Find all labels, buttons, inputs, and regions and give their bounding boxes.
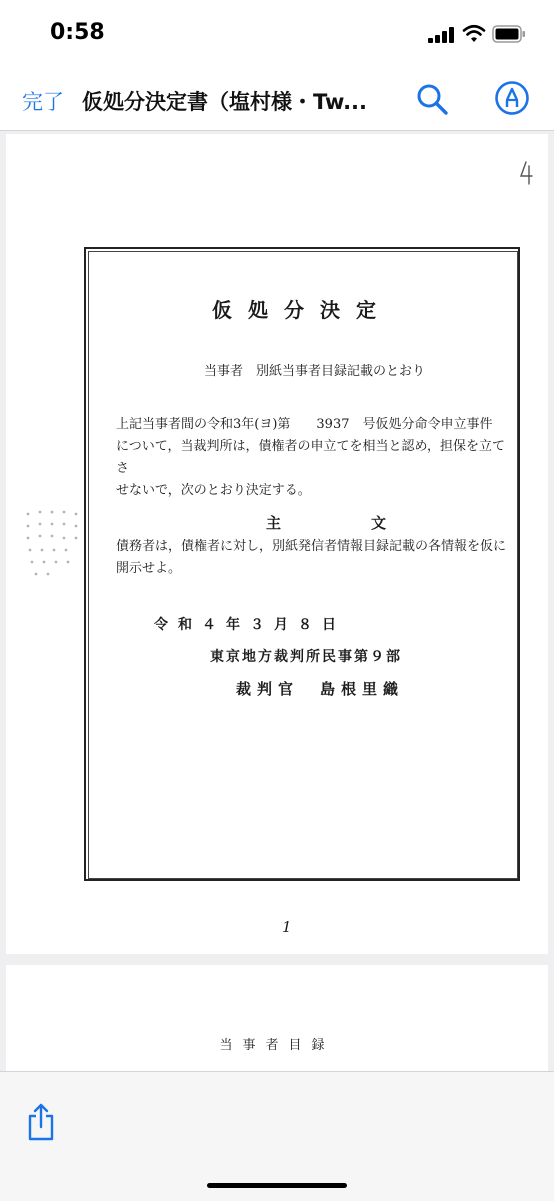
body-line: せないで，次のとおり決定する。	[116, 483, 311, 498]
page-number: 1	[282, 918, 292, 936]
status-bar	[0, 0, 554, 68]
order-text	[116, 536, 508, 580]
order-line: 債務者は，債権者に対し，別紙発信者情報目録記載の各情報を仮に	[116, 539, 507, 554]
document-page-1	[6, 134, 548, 954]
home-indicator	[207, 1183, 347, 1188]
corner-mark	[518, 160, 544, 186]
document-viewer[interactable]	[0, 131, 554, 1071]
order-line: 開示せよ。	[116, 561, 182, 576]
main-text-heading: 主文	[266, 514, 477, 532]
share-icon[interactable]	[26, 1102, 56, 1142]
bottom-toolbar	[0, 1071, 554, 1201]
party-label: 当事者	[204, 364, 244, 379]
party-list-title: 当事者目録	[219, 1038, 335, 1053]
court-name: 東京地方裁判所民事第９部	[210, 649, 402, 665]
nav-bar	[0, 68, 554, 131]
document-title: 仮処分決定書（塩村様・Tw...	[82, 90, 368, 114]
decision-date: 令和４年３月８日	[154, 617, 346, 633]
wifi-icon	[462, 24, 486, 44]
markup-icon[interactable]	[494, 80, 530, 116]
battery-icon	[492, 25, 526, 43]
search-icon[interactable]	[415, 82, 449, 116]
body-line: 上記当事者間の令和3年(ヨ)第 3937 号仮処分命令申立事件	[116, 417, 493, 432]
party-text: 別紙当事者目録記載のとおり	[256, 364, 426, 379]
decision-title: 仮処分決定	[212, 298, 392, 322]
status-time: 0:58	[50, 20, 105, 45]
decision-body	[116, 414, 508, 502]
judge-name: 裁判官 島根里織	[236, 680, 405, 698]
document-page-2	[6, 965, 548, 1071]
done-button[interactable]: 完了	[22, 90, 64, 114]
punch-hole-pattern	[22, 508, 82, 578]
body-line: について，当裁判所は，債権者の申立てを相当と認め，担保を立てさ	[116, 439, 505, 476]
signal-icon	[428, 27, 456, 43]
